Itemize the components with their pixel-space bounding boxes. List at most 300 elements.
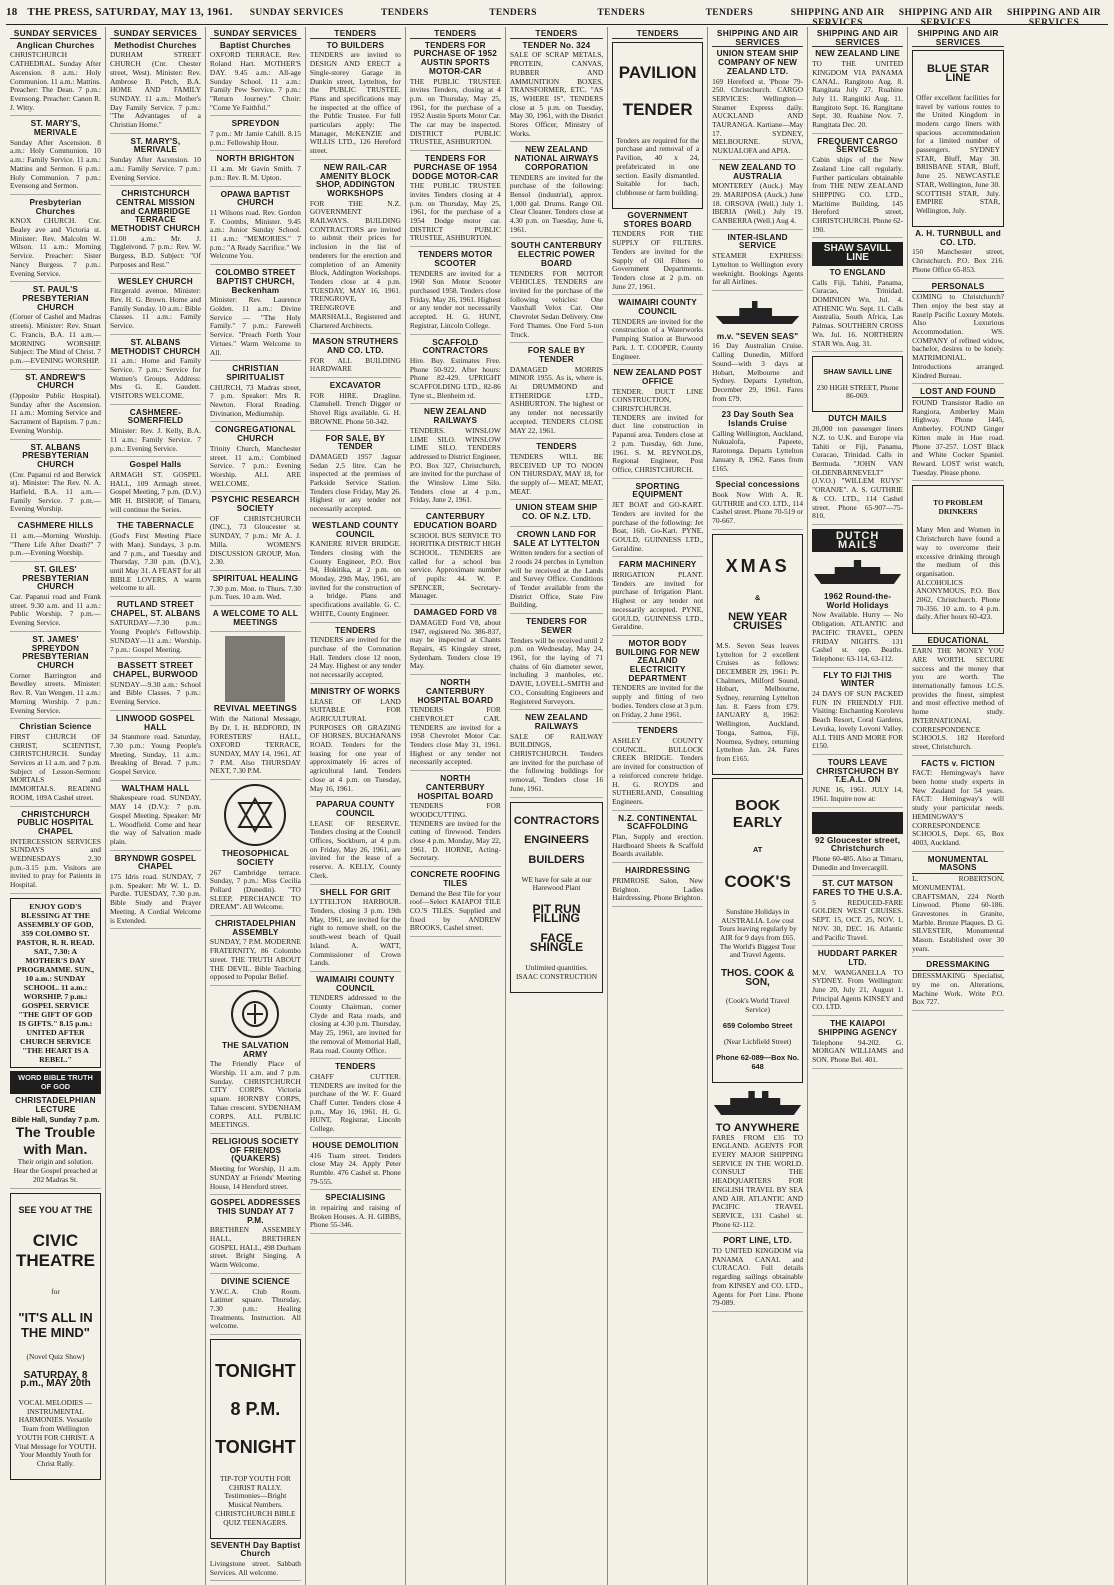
ad-body: (God's First Meeting Place with Man). Sundays, 3 p.m. and 7 p.m., and Tuesday and Thursday, 7.30 p.m. (D.V.), until May 31. A FEAST for all BIBLE LOVERS. A warm welcome to all.: [109, 531, 201, 593]
ad-body: LEASE OF RESERVE. Tenders closing at the Council Offices, Sockburn, at 4 p.m. on Friday, May 26, 1961, are invited for the lease of a reserve. A. KELLY, County Clerk.: [309, 818, 401, 880]
classified-ad: [310, 435, 401, 518]
fiji-heading: FLY TO FIJI THIS WINTER: [823, 670, 892, 689]
divine-heading: DIVINE SCIENCE: [221, 1276, 290, 1286]
classified-ad: [612, 815, 703, 864]
ad-heading: SCAFFOLD CONTRACTORS: [422, 337, 489, 356]
theosophical-heading: THEOSOPHICAL SOCIETY: [221, 849, 290, 867]
classified-ad: [10, 636, 101, 719]
section-head: SUNDAY SERVICES: [249, 8, 344, 18]
classified-ad: [410, 775, 501, 867]
column-8: [708, 27, 808, 1585]
gospel-addresses-ad: [210, 1199, 301, 1274]
ad-body: 11 a.m. Mr Gavin Smith. 7 p.m.: Rev. R. M. Upton.: [209, 164, 301, 182]
column-4: [306, 27, 406, 1585]
ad-body: SATURDAY—7.30 p.m.: Young People's Fellowship. SUNDAY—11 a.m.: Worship. 7 p.m.: Gospel Meeting.: [109, 618, 201, 654]
ad-body: DAMAGED Ford V8, about 1947, registered No. 386-837, may be inspected at Chants Repairs, 45 Kingsley street, Sydenham. Tenders close 19 May.: [409, 617, 501, 671]
travel-heading: 92 Gloucester street, Christchurch: [814, 835, 901, 854]
salvation-army-ad: [210, 990, 301, 1134]
travel-text: Phone 60-485. Also at Timaru, Dunedin and Invercargill.: [812, 853, 904, 872]
fiji-text: 24 DAYS OF SUN PACKED FUN IN FRIENDLY FIJI. Visiting: Enchanting Korolevu Beach Resort, Coral Gardens, Levuka, lovely Lovoni Valley. ALL THIS AND MORE FOR £150.: [812, 689, 904, 751]
ad-heading: NORTH BRIGHTON: [216, 154, 295, 164]
ad-body: TENDERS. WINSLOW LIME SILO. WINSLOW LIME SILO. TENDERS addressed to District Engineer, P.O. Box 327, Christchurch, are invited for the purchase of the Winslow Lime Silo. Tenders close at 4 p.m., Friday, June 2, 1961.: [409, 425, 501, 505]
ad-body: 11 Wilsons road. Rev. Gordon F. Coombs, Minister. 9.45 a.m.: Junior Sunday School. 11 a.m.: "MEMORIES." 7 p.m.: "A Ready Sacrifice." We Welcome You.: [209, 207, 301, 261]
facts-text: FACT: Hemingway's have been home study experts in New Zealand for 54 years. FACT: Hemingway's will study your particular needs. HEMINGWAY'S CORRESPONDENCE SCHOOLS, Dept. 65, Box 4003, Auckland.: [912, 768, 1005, 847]
classified-ad: [510, 531, 603, 614]
classified-ad: [110, 190, 201, 273]
ad-body: LYTTELTON HARBOUR. Tenders, closing 3 p.m. 19th May, 1961, are invited for the right to remove shell, on the south-west beach of Quail Island. A. WATT, Commissioner of Crown Lands.: [309, 897, 401, 968]
ad-body: Sunday After Ascension. 10 a.m.: Family Service. 7 p.m.: Evening Service.: [109, 155, 201, 182]
ad-heading: Anglican Churches: [16, 40, 95, 50]
dutch-heading: DUTCH MAILS: [828, 414, 887, 424]
column-5: [406, 27, 506, 1585]
ad-body: FOR ALL BUILDING HARDWARE: [309, 355, 401, 374]
word-of-god-banner: WORD BIBLE TRUTH OF GOD: [10, 1071, 101, 1094]
classified-ad: [110, 42, 201, 134]
ad-heading: FOR SALE, BY TENDER: [325, 433, 386, 452]
civic-show: "IT'S ALL IN THE MIND": [18, 1309, 93, 1340]
educational-text: EARN THE MONEY YOU ARE WORTH. SECURE success and the money that you are worth. The internationally famous I.C.S. provides the finest, simplest and most effective method of home study. INTERNATIONAL CORRESPONDENCE SCHOOLS. 182 Hereford street, Christchurch.: [912, 646, 1005, 751]
ad-heading: Presbyterian Churches: [29, 197, 82, 216]
pavilion-text: Tenders are required for the purchase and removal of a Pavilion, 40 x 24, prefabricated in one section. Easily dismantled. Suitable for bach, clubhouse or farm building.: [616, 135, 700, 197]
classified-ad: [110, 138, 201, 187]
section-head: SHIPPING AND AIR SERVICES: [898, 8, 993, 28]
dressmaking-section: [912, 961, 1004, 1011]
lost-text: FOUND Transistor Radio on Rangiora, Amberley Main Highway. Phone 1445, Amberley. FOUND Ginger Kitten male in Hue road. Phone 37-257. LOST Black and White Cocker Spaniel. Reward. LOST wrist watch, Tuesday. Please phone.: [912, 398, 1005, 477]
ad-heading: NORTH CANTERBURY HOSPITAL BOARD: [417, 678, 494, 705]
lecture-title: The Trouble with Man.: [15, 1124, 96, 1158]
ad-heading: FREQUENT CARGO SERVICES: [817, 136, 898, 155]
port-line-heading: PORT LINE, LTD.: [723, 1236, 793, 1246]
ad-heading: NEW ZEALAND RAILWAYS: [525, 713, 588, 731]
ad-heading: CHRISTCHURCH CENTRAL MISSION and CAMBRIDGE TERRACE METHODIST CHURCH: [110, 189, 201, 234]
ad-heading: ST. PAUL'S PRESBYTERIAN CHURCH: [22, 285, 89, 312]
ad-body: Cabin ships of the New Zealand Line call regularly. Further particulars obtainable from THE NEW ZEALAND SHIPPING CO. LTD., Maritime Building, 145 Hereford street, CHRISTCHURCH. Phone 62-190.: [812, 155, 904, 234]
personals-heading: PERSONALS: [912, 283, 1004, 293]
ad-heading: COLOMBO STREET BAPTIST CHURCH, Beckenham: [215, 268, 296, 295]
tonight-text: TIP-TOP YOUTH FOR CHRIST RALLY. Testimonies—Bright Musical Numbers. CHRISTCHURCH BIBLE QUIZ TEENAGERS.: [215, 1474, 296, 1527]
classified-ad: [10, 120, 101, 195]
ad-heading: UNION STEAM SHIP COMPANY OF NEW ZEALAND LTD.: [716, 49, 799, 76]
classified-ad: [10, 199, 101, 282]
pavilion-subtitle: TENDER: [622, 99, 693, 119]
column-2: [106, 27, 206, 1585]
classified-ad: [612, 212, 703, 295]
ad-body: Sunday After Ascension. 8 a.m.: Holy Communion. 10 a.m.: Family Service. 11 a.m.: Mattins and Sermon. 6 p.m.: Holy Communion. 7 p.m.: Evensong and Sermon.: [10, 137, 101, 191]
section-heads: [243, 8, 1108, 28]
travel-service-ad: [812, 837, 903, 877]
classified-ad: [110, 461, 201, 518]
ad-body: TENDERS FOR CHEVROLET CAR. TENDERS are invited for a 1958 Chevrolet Motor Car. Tenders close May 31, 1961. Highest or any tender not necessarily accepted.: [409, 705, 501, 767]
drink-text: Many Men and Women in Christchurch have found a way to overcome their excessive drinking through the medium of this organisation. ALCOHOLICS ANONYMOUS, P.O. Box 2062, Christchurch. Phone 70-356. 10 a.m. to 4 p.m. daily. After hours 60-423.: [916, 525, 1001, 622]
shaw-savill-agent: [812, 356, 903, 412]
liner-illustration-icon: [712, 1089, 803, 1117]
cooks-travel-ad: [712, 778, 803, 1083]
classified-ad: [10, 444, 101, 519]
contractors-text: Unlimited quantities. ISAAC CONSTRUCTION: [515, 962, 598, 981]
classified-ad: [310, 42, 401, 160]
contractors-text: WE have for sale at our Harewood Plant: [521, 874, 592, 893]
classified-ad: [10, 566, 101, 632]
seventh-text: Livingstone street. Sabbath Services. All welcome.: [209, 1559, 301, 1577]
lecture-venue: Bible Hall, Sunday 7 p.m.: [11, 1114, 100, 1124]
ad-heading: Christian Science: [19, 722, 92, 732]
classified-ad: [10, 286, 101, 369]
classified-ad: [310, 688, 401, 797]
ad-heading: TENDERS MOTOR SCOOTER: [418, 250, 493, 268]
ad-heading: CHRISTIAN SPIRITUALIST: [226, 364, 285, 382]
classified-ad: [612, 299, 703, 365]
ad-heading: ST. MARY'S, MERIVALE: [30, 119, 81, 138]
contractors-line: CONTRACTORS: [513, 814, 600, 827]
dressmaking-heading: DRESSMAKING: [912, 961, 1004, 971]
ad-heading: Baptist Churches: [219, 40, 291, 50]
ad-body: Fitzgerald avenue. Minister: Rev. H. G. Brown. Home and Family Sunday. 10 a.m.: Bible Classes. 11 a.m.: Family Service.: [109, 286, 201, 331]
hairdressing-heading: HAIRDRESSING: [625, 866, 691, 876]
ad-heading: TENDERS FOR SEWER: [526, 617, 587, 635]
christadelphian-assembly-ad: [210, 920, 301, 986]
ad-heading: TO BUILDERS: [326, 40, 385, 50]
ad-heading: SPECIALISING: [325, 1193, 386, 1203]
classified-ad: [310, 1142, 401, 1191]
ad-heading: WALTHAM HALL: [121, 783, 190, 793]
ad-body: Hire. Buy. Estimates Free. Phone 50-922. After hours: Phone 82-429. UPRIGHT SCAFFOLDING LTD., 82-86 Tyne st., Blenheim rd.: [409, 355, 501, 400]
educational-heading: EDUCATIONAL: [912, 637, 1004, 647]
civic-line: for: [51, 1287, 60, 1297]
xmas-text: M.S. Seven Seas leaves Lyttelton for 2 excellent Cruises as follows: DECEMBER 29, 1961: Pt. Chalmers, Milford Sound, Hobart, Melbourne, Sydney, returning Lyttelton Jan. 8. Fares from £79. JANUARY 8, 1962: Wellington, Auckland, Tonga, Samoa, Fiji, Noumea, Sydney, returning Lyttelton Jan. 24. Fares from £165.: [716, 640, 800, 763]
section-head: TENDERS: [705, 8, 754, 18]
tonight-time: 8 P.M.: [230, 1399, 281, 1420]
classified-ad: [310, 976, 401, 1059]
assembly-text: ENJOY GOD'S BLESSING AT THE ASSEMBLY OF GOD, 359 COLOMBO ST. PASTOR, R. R. READ. SAT., 7.30: A MOTHER'S DAY PROGRAMME. SUN., 10 a.m.: SUNDAY SCHOOL. 11 a.m.: WORSHIP. 7 p.m.: GOSPEL SERVICE "THE GIFT OF GOD IS GIFTS." 8.15 p.m.: UNITED AFTER CHURCH SERVICE "THE HEART IS A REBEL.": [16, 901, 95, 1064]
contractors-product: FACE SHINGLE: [529, 931, 584, 955]
classified-ad: [612, 640, 703, 723]
cooks-line: BOOK EARLY: [732, 797, 783, 832]
classified-ad: [612, 727, 703, 810]
kaiapoi-text: Telephone 94-202. G. MORGAN WILLIAMS and SON. Phone Bel. 401.: [812, 1037, 904, 1064]
classified-ad: [110, 522, 201, 597]
ad-body: OXFORD TERRACE. Rev. Roland Hart. MOTHER'S DAY. 9.45 a.m.: All-age Sunday School. 11 a.m.: Family Pew Service. 7 p.m.: "Return Journey." Choir: "Come Ye Faithful.": [209, 50, 301, 112]
ad-body: TENDERS FOR THE SUPPLY OF FILTERS. Tenders are invited for the Supply of Oil Filters to Government Departments. Tenders close at 2 p.m. on June 27, 1961.: [612, 229, 704, 291]
ad-body: 175 Idris road. SUNDAY, 7 p.m. Speaker: Mr W. L. D. Purdie. TUESDAY, 7.30 p.m. Bible Study and Prayer Meeting. A Cordial Welcome is Extended.: [109, 872, 201, 925]
ad-body: TENDERS are invited for the purchase of the following: Bensol (industrial), approx. 1,000 gal. Drums. Range Oil. Clear Cleaner. Tenders close at 4.30 p.m. on Tuesday, June 6, 1961.: [509, 172, 604, 234]
ad-body: 7.30 p.m. Mon. to Thurs. 7.30 p.m. Tues. 10 a.m. Wed.: [209, 583, 301, 602]
tours-heading: TOURS LEAVE CHRISTCHURCH BY T.E.A.L. ON: [816, 757, 899, 785]
ad-body: TENDER. DUCT LINE CONSTRUCTION, CHRISTCHURCH. TENDERS are invited for duct line construction in Papanui area. Tenders close at 2 p.m. Tuesday, 6th June, 1961. S. M. REYNOLDS, Regional Engineer, Post Office, CHRISTCHURCH.: [612, 386, 704, 474]
port-line-text: TO UNITED KINGDOM via PANAMA CANAL and CURACAO. Full details regarding sailings obtainable from KINSEY and CO. LTD., Agents for Port Line. Phone 79-089.: [712, 1246, 804, 1308]
classified-ad: [410, 155, 501, 247]
column-1: [6, 27, 106, 1585]
round-world-ad: [812, 593, 903, 668]
cooks-company: THOS. COOK & SON,: [720, 968, 795, 988]
ad-heading: CROWN LAND FOR SALE AT LYTTELTON: [513, 529, 600, 548]
agent-heading: A. H. TURNBULL and CO. LTD.: [915, 229, 1001, 247]
lost-heading: LOST AND FOUND: [912, 388, 1004, 398]
ad-body: SALE OF SCRAP METALS, PROTEIN, CANVAS, RUBBER AND AMMUNITION BOXES, TRANSFORMER, ETC. "AS IS, WHERE IS". TENDERS close at 5 p.m. on Tuesday, May 30, 1961, with the District Stores Officer, Ministry of Works.: [509, 50, 604, 138]
section-head: SHIPPING AND AIR SERVICES: [790, 8, 885, 28]
fiji-ad: [812, 672, 903, 755]
classified-ad: [510, 618, 603, 710]
gospel-text: BRETHREN ASSEMBLY HALL, BRETHREN GOSPEL HALL, 498 Durham street. Bright Singing. A Warm Welcome.: [209, 1225, 301, 1270]
ad-body: INTERCESSION SERVICES SUNDAYS and WEDNESDAYS 2.30 p.m.-3.15 p.m. Visitors are invited to pray for Patients in Hospital.: [10, 836, 101, 890]
ad-heading: MASON STRUTHERS AND CO. LTD.: [312, 337, 399, 355]
ad-list: [210, 42, 301, 633]
revival-meetings-ad: [210, 636, 301, 780]
ad-body: 7 p.m.: Mr Jamie Cahill. 8.15 p.m.: Fellowship Hour.: [209, 129, 301, 147]
newspaper-title: THE PRESS, SATURDAY, MAY 13, 1961.: [27, 6, 233, 18]
ad-body: TENDERS FOR MOTOR VEHICLES. TENDERS are invited for the purchase of the following vehicles: One Vauxhall Velox Car. One Chevrolet Sedan Delivery. One Ford Thames. One Ford 5-ton Truck.: [509, 268, 604, 339]
ad-heading: Methodist Churches: [114, 40, 197, 50]
ad-heading: TENDERS: [335, 625, 376, 635]
ad-body: STEAMER EXPRESS: Lyttelton to Wellington every weeknight. Bookings Agents for all Airlines.: [712, 251, 804, 287]
ad-body: FOR HIRE. Dragline. Clamshell. Trench Digger or Shovel Rigs available. G. H. BROWNE. Phone 50-342.: [309, 390, 401, 426]
kaiapoi-heading: THE KAIAPOI SHIPPING AGENCY: [818, 1019, 898, 1037]
ad-body: DAMAGED 1957 Jaguar Sedan 2.5 litre. Can be inspected at the premises of Parkside Service Station. Tenders close Friday, May 26. Highest or any tender not necessarily accepted.: [309, 451, 401, 514]
classified-ad: [110, 409, 201, 458]
classified-ad: [210, 269, 301, 361]
cooks-line: (Near Lichfield Street): [723, 1037, 792, 1047]
revival-text: With the National Message, By Dr. I. H. BEDFORD, IN FORESTERS' HALL, OXFORD TERRACE, SUNDAY, MAY 14, 1961, AT 7 P.M. Also THURSDAY NEXT, 7.30 P.M.: [209, 714, 301, 776]
classified-ad: [510, 42, 603, 143]
column-heading: SHIPPING AND AIR SERVICES: [912, 29, 1004, 47]
seven-seas-ad: [712, 333, 803, 408]
classified-ad: [612, 561, 703, 636]
ad-heading: TENDERS: [335, 1062, 376, 1072]
classified-ad: [210, 426, 301, 492]
seventh-day-ad: [210, 1542, 301, 1582]
fares-text: 5 REDUCED-FARE GOLDEN WEST CRUISES. SEPT. 15, OCT. 25, NOV. 1, NOV. 30, DEC. 16. Atlantic and Pacific Travel.: [812, 897, 904, 942]
ad-body: 416 Tuam street. Tenders close May 24. Apply Peter Rumble. 476 Cashel st. Phone 79-555.: [309, 1150, 401, 1186]
classified-ad: [410, 609, 501, 675]
ad-body: 11 a.m.—Morning Worship. "There Life After Death?" 7 p.m.—Evening Worship.: [10, 530, 101, 558]
ad-list: [812, 50, 903, 238]
ad-heading: INTER-ISLAND SERVICE: [727, 232, 788, 251]
ad-heading: LINWOOD GOSPEL HALL: [116, 713, 195, 732]
tonight-line: TONIGHT: [215, 1437, 296, 1458]
ad-list: [310, 42, 401, 1234]
ad-body: Plan, Supply and erection. Hardboard Sheets & Scaffold Boards available.: [612, 832, 704, 859]
ad-heading: ST. ALBANS METHODIST CHURCH: [110, 337, 201, 356]
cooks-line: AT: [752, 845, 763, 855]
booking-text: Book Now With A. R. GUTHRIE and CO. LTD., 114 Cashel street. Phone 70-519 or 70-667.: [712, 489, 804, 526]
ad-body: CHAFF CUTTER. TENDERS are invited for the purchase of the W. F. Guard Chaff Cutter. Tenders close 4 p.m., May 16, 1961. H. G. HUNT, Registrar, Lincoln College.: [309, 1071, 401, 1134]
classified-ad: [310, 801, 401, 884]
friends-ad: [210, 1138, 301, 1195]
classified-ad: [10, 723, 101, 806]
ad-heading: CASHMERE HILLS: [17, 521, 94, 531]
friends-text: Meeting for Worship, 11 a.m. SUNDAY at Friends' Meeting House, 14 Hereford street.: [209, 1164, 301, 1191]
ad-heading: BASSETT STREET CHAPEL, BURWOOD: [112, 661, 199, 679]
classified-ad: [510, 146, 603, 238]
cooks-text: Sunshine Holidays in AUSTRALIA. Low cost Tours leaving regularly by AIR for 9 days from £65. The World's Biggest Tour and Travel Agents.: [718, 906, 797, 960]
assembly-text: SUNDAY, 7 P.M. MODERNE FRATERNITY, 86 Colombo street. THE TRUTH ABOUT THE DEVIL. Bible Teaching opposed to Popular Belief.: [209, 937, 301, 982]
section-head: TENDERS: [489, 8, 537, 18]
cruise-heading: 23 Day South Sea Islands Cruise: [721, 410, 794, 429]
civic-theatre-ad: [10, 1193, 101, 1481]
agent-text: 150 Manchester street, Christchurch. P.O. Box 216. Phone Office 65-853.: [912, 247, 1005, 274]
ad-heading: MINISTRY OF WORKS: [310, 686, 401, 696]
classified-ad: [410, 871, 501, 937]
classified-ad: [110, 278, 201, 335]
ad-body: THE PUBLIC TRUSTEE invites Tenders, closing at 4 p.m. on Thursday, May 25, 1961, for the purchase of a 1952 Austin Sports Motor Car. The car may be inspected. DISTRICT PUBLIC TRUSTEE, ASHBURTON.: [409, 76, 501, 147]
ad-heading: SOUTH CANTERBURY ELECTRIC POWER BOARD: [510, 241, 603, 268]
ad-heading: DAMAGED FORD V8: [413, 608, 497, 618]
ad-body: Car. Papanui road and Frank street. 9.30 a.m. and 11 a.m.: Public Worship. 7 p.m.—Evening Service.: [10, 592, 101, 628]
classified-ad: [110, 601, 201, 658]
cooks-line: (Cook's World Travel Service): [725, 996, 790, 1015]
ad-heading: SPIRITUAL HEALING: [212, 573, 299, 583]
salvation-text: The Friendly Place of Worship. 11 a.m. and 7 p.m. Sunday. CHRISTCHURCH CITY CORPS. Victoria square. HORNBY CORPS, Tahau crescent. SYDENHAM CORPS. ALL PUBLIC MEETINGS.: [209, 1059, 301, 1130]
column-heading: TENDERS: [310, 29, 401, 39]
christadelphian-lecture: [10, 1097, 101, 1188]
salvation-heading: THE SALVATION ARMY: [222, 1040, 289, 1059]
classified-ad: [210, 155, 301, 186]
ad-heading: NEW ZEALAND TO AUSTRALIA: [719, 162, 797, 181]
ad-heading: A WELCOME TO ALL MEETINGS: [212, 609, 299, 627]
ad-body: 34 Stanmore road. Saturday, 7.30 p.m.: Young People's Meeting. Sunday, 11 a.m.: Breaking of Bread. 7 p.m.: Gospel Service.: [109, 732, 201, 777]
ad-body: Minister: Rev. J. Kelly, B.A. 11 a.m.: Family Service. 7 p.m.: Evening Service.: [109, 426, 201, 453]
ad-body: 169 Hereford st. 'Phone 79-250. Christchurch. CARGO SERVICES: Wellington—Steamer Express daily. AUCKLAND AND TAURANGA. Kartiane—May 17. SYDNEY, MELBOURNE. SUVA, NUKUALOFA and APIA.: [712, 76, 804, 156]
classified-ad: [110, 715, 201, 781]
ad-body: (Opposite Public Hospital). Sunday after the Ascension. 11 a.m.: Morning Service and Sacrament of Baptism. 7 p.m.: Evening Worship.: [10, 391, 101, 435]
classified-ad: [210, 496, 301, 571]
classified-ad: [410, 42, 501, 151]
classified-ad: [410, 251, 501, 334]
contractors-line: BUILDERS: [528, 853, 585, 866]
classified-ad: [10, 522, 101, 562]
ad-body: 11.00 a.m.: Mr. J. Tiggleivond. 7 p.m.: Rev. W. Burgess, B.D. Subject: "Of Purposes and Rest.": [109, 233, 201, 269]
facts-heading: FACTS v. FICTION: [921, 758, 995, 768]
booking-ad: [712, 481, 803, 530]
civic-date: SATURDAY, 8 p.m., MAY 20th: [20, 1369, 91, 1390]
friends-heading: RELIGIOUS SOCIETY OF FRIENDS (QUAKERS): [212, 1136, 299, 1164]
classified-ad: [510, 504, 603, 526]
ship-illustration-icon: [712, 298, 803, 326]
preacher-photo: [225, 636, 285, 702]
ad-body: 11 a.m.: Home and Family Service. 7 p.m.: Service for Women's Groups. Address: Mrs G. E. Gaudett. VISITORS WELCOME.: [109, 356, 201, 401]
ad-body: TENDERS are invited for a 1960 Sun Motor Scooter purchased 1958. Tenders close Friday, May 26, 1961. Highest or any tender not necessarily accepted. H. G. HUNT, Registrar, Lincoln College.: [409, 268, 501, 330]
ad-heading: MOTOR BODY BUILDING FOR NEW ZEALAND ELECTRICITY DEPARTMENT: [615, 638, 700, 683]
ad-list: [410, 42, 501, 937]
blue-star-text: Offer excellent facilities for travel by various routes to the United Kingdom in modern cargo liners with spacious accommodation for a limited number of passengers. SYDNEY STAR, Bluff, May 30. BRISBANE STAR, Bluff, June 25. NEWCASTLE STAR, Wellington, June 30. SCOTTISH STAR, July. EMPIRE STAR, Wellington, July.: [916, 92, 1001, 215]
ad-heading: GOVERNMENT STORES BOARD: [623, 211, 692, 229]
ad-heading: TENDERS: [637, 726, 678, 736]
column-9: [808, 27, 908, 1585]
ad-heading: CASHMERE-SOMERFIELD: [127, 407, 184, 426]
classified-ad: [10, 811, 101, 894]
ad-heading: TENDERS FOR PURCHASE OF 1954 DODGE MOTOR-CAR: [412, 154, 499, 181]
theosophical-ad: [210, 784, 301, 916]
educational-section: [912, 637, 1004, 756]
tonight-line: TONIGHT: [215, 1361, 296, 1382]
ad-body: CHRISTCHURCH CATHEDRAL. Sunday After Ascension. 8 a.m.: Holy Communion. 11 a.m.: Mattins. Preacher: The Dean. 7 p.m.: Evensong. Preacher: Canon R. J. Witty.: [10, 50, 101, 112]
classified-ad: [712, 234, 803, 291]
ad-heading: TENDERS FOR PURCHASE OF 1952 AUSTIN SPORTS MOTOR-CAR: [413, 40, 497, 76]
column-heading: SUNDAY SERVICES: [110, 29, 201, 39]
ad-list: [10, 42, 101, 894]
classified-ad: [10, 42, 101, 117]
personals-text: COMING to Christchurch? Then enjoy the best stay at Raurip Pacific Luxury Motels. Also Luxurious Accommodation. WS. COMPANY of refined widow, bachelor, desires to be lonely. MATRIMONIAL. Introductions arranged. Kindred Bureau.: [912, 292, 1005, 380]
column-heading: SHIPPING AND AIR SERVICES: [712, 29, 803, 47]
classified-ad: [310, 1063, 401, 1138]
classified-ad: [210, 575, 301, 606]
ad-heading: WAIMAIRI COUNTY COUNCIL: [316, 974, 395, 993]
ad-list: [612, 212, 703, 863]
classified-ad: [210, 191, 301, 266]
drink-heading: TO PROBLEM DRINKERS: [933, 498, 983, 516]
theosophical-text: 267 Cambridge terrace. Sunday, 7 p.m.: Miss Cecilia Pollard (Dunedin). "TO SLEEP, PERCHANCE TO DREAM". All Welcome.: [209, 867, 301, 912]
personals-section: [912, 283, 1004, 385]
ad-heading: ST. ANDREW'S CHURCH: [25, 372, 86, 391]
ad-heading: TENDERS: [536, 442, 577, 452]
xmas-cruises-ad: [712, 534, 803, 775]
classified-ad: [510, 347, 603, 439]
tonight-rally-ad: [210, 1339, 301, 1539]
ad-body: TENDERS WILL BE RECEIVED UP TO NOON ON THURSDAY, MAY 18, for the supply of— MEAT, MEAT, MEAT.: [509, 451, 604, 496]
ad-heading: ST. MARY'S, MERIVALE: [130, 136, 181, 155]
divine-text: Y.W.C.A. Club Room. Latimer square. Thursday, 7.30 p.m.: Healing Treatments. Instruction. All welcome.: [209, 1286, 301, 1331]
ad-body: DAMAGED MORRIS MINOR 1955. As is, where is. At DRUMMOND and ETHERIDGE LTD., ASHBURTON. The highest or any tender not necessarily accepted. TENDERS CLOSE MAY 22, 1961.: [509, 364, 604, 435]
ad-heading: WESTLAND COUNTY COUNCIL: [312, 520, 399, 539]
ad-list: [510, 42, 603, 798]
ad-body: Corner Barrington and Bewdley streets. Minister: Rev. R. Van Wengen. 11 a.m.: Morning Worship. 7 p.m.: Evening Service.: [10, 670, 101, 715]
ad-heading: FOR SALE BY TENDER: [527, 346, 586, 364]
revival-heading: REVIVAL MEETINGS: [213, 704, 297, 714]
classified-ad: [712, 164, 803, 230]
ad-body: THE PUBLIC TRUSTEE invites Tenders closing at 4 p.m. on Thursday, May 25, 1961, for the purchase of a 1954 Dodge motor car. DISTRICT PUBLIC TRUSTEE, ASHBURTON.: [409, 181, 501, 243]
column-heading: TENDERS: [410, 29, 501, 39]
cooks-phone: Phone 62-089—Box No. 648: [716, 1053, 800, 1072]
salvation-army-crest-icon: [231, 990, 279, 1038]
ad-body: DURHAM STREET CHURCH (Cnr. Chester street, West). Minister: Rev. Ambrose B. Petch, B.A. HOME AND FAMILY SUNDAY. 11 a.m.: Mother's Day Family Service. 7 p.m.: "The Advantages of a Christian Home.": [109, 50, 201, 130]
column-10: [908, 27, 1008, 1585]
ad-body: TENDERS are invited to DESIGN AND ERECT a Single-storey Garage in Dunkin street, Lyttelton, for the PUBLIC TRUSTEE. Plans and specifications may be inspected at the office of the Public Trustee. For full particulars apply: The Manager, McKENZIE and WILLIS LTD., 126 Hereford street.: [309, 50, 401, 156]
ad-body: SUNDAY—9.30 a.m.: School and Bible Classes. 7 p.m.: Evening Service.: [109, 679, 201, 707]
contractors-line: ENGINEERS: [524, 834, 589, 847]
ad-heading: CANTERBURY EDUCATION BOARD: [413, 512, 497, 530]
kaiapoi-ad: [812, 1020, 903, 1069]
classified-ad: [712, 50, 803, 159]
seven-seas-title: m.v. "SEVEN SEAS": [716, 331, 799, 341]
section-head: SHIPPING AND AIR SERVICES: [1006, 8, 1101, 28]
ad-heading: NEW ZEALAND POST OFFICE: [613, 368, 702, 386]
ad-heading: EXCAVATOR: [329, 381, 381, 391]
ad-body: (Cnr. Papanui rd and Berwick st). Minister: The Rev. N. A. Hatfield, B.A. 11 a.m.—Family Service. 7 p.m.—Evening Worship.: [10, 469, 101, 514]
classified-ad: [410, 513, 501, 605]
lost-found-section: [912, 388, 1004, 481]
ad-heading: PSYCHIC RESEARCH SOCIETY: [211, 495, 300, 514]
dutch-liner-icon: [812, 558, 903, 586]
theosophical-emblem-icon: [224, 784, 286, 846]
ad-body: Demand the Best Tile for your roof—Select KAIAPOI TILE CO.'S TILES. Supplied and fixed by ANDREW BROOKS, Cashel street.: [409, 888, 501, 933]
ad-heading: ST. GILES' PRESBYTERIAN CHURCH: [22, 564, 89, 592]
page-number: 18: [6, 6, 18, 18]
ad-heading: PAPARUA COUNTY COUNCIL: [316, 800, 395, 818]
classified-ad: [310, 1194, 401, 1234]
ad-body: Written tenders for a section of 2 roods 24 perches in Lyttelton will be received at the Lands and Survey Office. Conditions of Tender available from the District Office, State Fire Building.: [509, 548, 604, 610]
column-3: [206, 27, 306, 1585]
civic-line: (Novel Quiz Show): [26, 1351, 85, 1361]
ad-body: Minister: Rev. Laurence Golden. 11 a.m.: Divine Service — "The Holy Family." 7 p.m.: Farewell Service. "Preach Forth Your Virtues." Warm Welcome to All.: [209, 295, 301, 357]
ad-heading: N.Z. CONTINENTAL SCAFFOLDING: [618, 813, 698, 832]
huddart-text: M.V. WANGANELLA TO SYDNEY. From Wellington: June 20, July 21, August 1. Principal Agents KINSEY and CO. LTD.: [812, 967, 904, 1012]
ad-body: TENDERS are invited for the purchase of the Coronation Hall. Tenders close 12 noon, 24 May. Highest or any tender not necessarily accepted.: [309, 635, 401, 680]
ad-heading: NEW ZEALAND RAILWAYS: [423, 407, 487, 426]
travel-service-banner: [812, 812, 903, 834]
classified-ad: [510, 443, 603, 500]
ad-heading: SPORTING EQUIPMENT: [632, 481, 683, 500]
classified-ad: [612, 369, 703, 478]
ad-body: ARMAGH ST. GOSPEL HALL, 109 Armagh street. Gospel Meeting, 7 p.m. (D.V.) MR H. BISHOP, of Timaru, will continue the Series.: [109, 469, 201, 514]
